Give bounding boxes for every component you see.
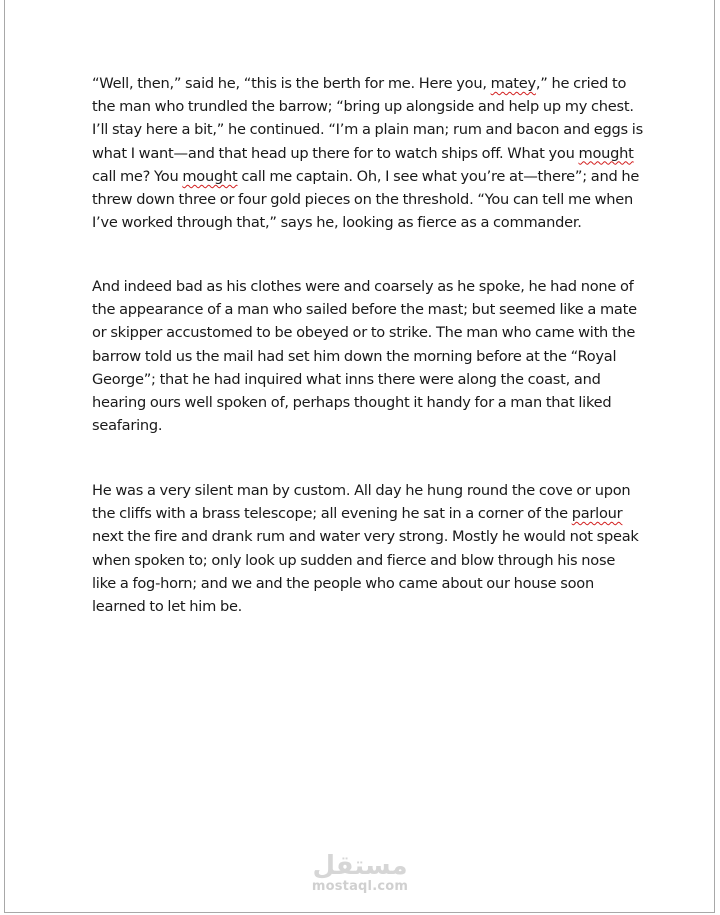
text-run: the man who trundled the barrow; “bring up alongside and help up my chest. [92,98,634,116]
text-run: I’ve worked through that,” says he, looking as fierce as a commander. [92,214,582,232]
text-run: the cliffs with a brass telescope; all evening he sat in a corner of the [92,505,572,523]
paragraph-2[interactable] [92,275,637,437]
text-line [92,391,637,414]
text-line [92,142,637,165]
text-line [92,165,640,188]
text-run: the appearance of a man who sailed before the mast; but seemed like a mate [92,301,637,319]
watermark-arabic-text: مستقل [312,851,408,881]
text-run: call me? You [92,167,183,185]
text-line [92,549,637,572]
paragraph-1[interactable] [92,72,643,234]
text-run: or skipper accustomed to be obeyed or to strike. The man who came with the [92,324,636,342]
text-run: like a fog-horn; and we and the people who came about our house soon [92,574,594,592]
text-line [92,321,637,344]
misspelled-word[interactable]: mought [578,144,634,162]
text-line [92,72,637,95]
text-line [92,118,643,141]
text-line [92,298,637,321]
text-run: “Well, then,” said he, “this is the berth for me. Here you, [92,75,491,92]
text-line [92,414,637,437]
watermark-latin-text: mostaql.com [311,879,409,894]
text-line [92,95,637,118]
text-line [92,275,637,298]
misspelled-word[interactable]: matey [490,75,536,92]
text-run: threw down three or four gold pieces on the threshold. “You can tell me when [92,191,633,209]
text-line [92,211,637,234]
paragraph-3[interactable] [92,479,637,618]
text-run: what I want—and that head up there for to watch ships off. What you [92,144,579,162]
text-run: I’ll stay here a bit,” he continued. “I’m a plain man; rum and bacon and eggs is [92,121,643,139]
text-run: seafaring. [92,417,163,435]
text-line [92,368,637,391]
text-line [92,572,637,595]
text-run: learned to let him be. [92,598,243,616]
text-line [92,595,637,618]
text-run: And indeed bad as his clothes were and coarsely as he spoke, he had none of [92,278,634,295]
document-page [4,0,715,913]
text-run: next the fire and drank rum and water very strong. Mostly he would not speak [92,528,639,546]
text-line [92,188,637,211]
text-run: George”; that he had inquired what inns there were along the coast, and [92,370,601,388]
text-run: when spoken to; only look up sudden and fierce and blow through his nose [92,551,616,569]
text-line [92,502,637,525]
text-run: ,” he cried to [535,75,627,92]
text-run: barrow told us the mail had set him down the morning before at the “Royal [92,347,617,365]
text-line [92,345,637,368]
misspelled-word[interactable]: parlour [571,505,623,523]
text-run: call me captain. Oh, I see what you’re at—there”; and he [237,167,640,185]
watermark-logo [0,852,720,894]
text-run: hearing ours well spoken of, perhaps thought it handy for a man that liked [92,394,612,412]
misspelled-word[interactable]: mought [182,167,238,185]
text-run: He was a very silent man by custom. All day he hung round the cove or upon [92,482,631,499]
text-line [92,479,637,502]
text-line [92,525,637,548]
